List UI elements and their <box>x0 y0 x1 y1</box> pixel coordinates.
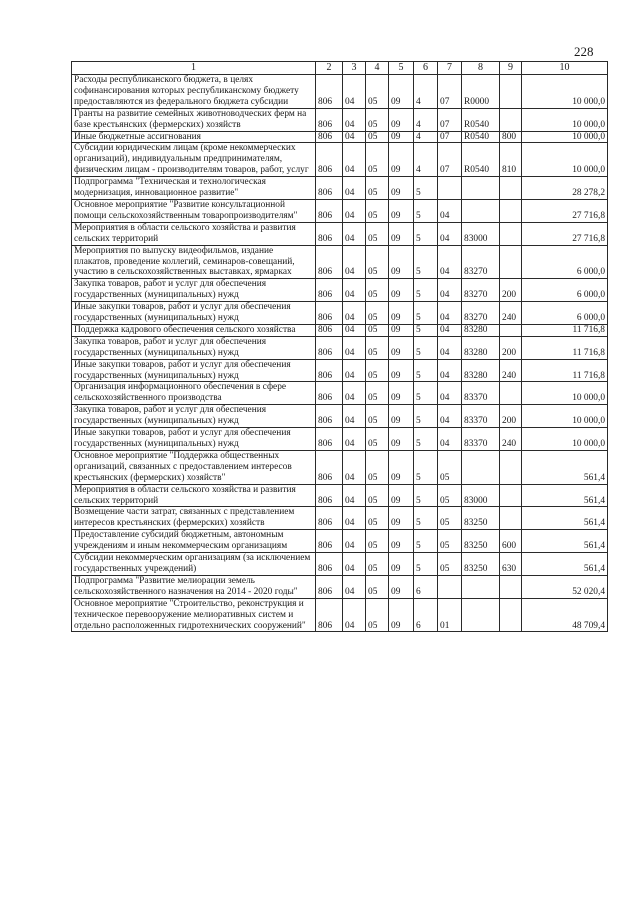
amount-cell: 11 716,8 <box>522 336 608 359</box>
code-cell: 4 <box>414 75 438 109</box>
code-cell: 806 <box>316 450 343 484</box>
code-cell: 04 <box>438 279 462 302</box>
code-cell: 240 <box>500 302 522 325</box>
amount-cell: 561,4 <box>522 484 608 507</box>
code-cell <box>500 222 522 245</box>
table-row <box>72 75 608 109</box>
table-row <box>72 484 608 507</box>
code-cell: 04 <box>343 428 366 451</box>
name-cell: Субсидии юридическим лицам (кроме некоммерческих организаций), индивидуальным предпринимателям, физическим лицам - производителям товаров, работ, услуг <box>72 143 316 177</box>
code-cell: 806 <box>316 75 343 109</box>
code-cell: 83000 <box>462 222 500 245</box>
code-cell: 04 <box>343 382 366 405</box>
code-cell: 05 <box>366 279 389 302</box>
code-cell: 09 <box>389 530 414 553</box>
code-cell: 83000 <box>462 484 500 507</box>
code-cell: 5 <box>414 428 438 451</box>
amount-cell: 11 716,8 <box>522 324 608 336</box>
code-cell <box>462 575 500 598</box>
table-row <box>72 143 608 177</box>
code-cell: 806 <box>316 324 343 336</box>
code-cell: 05 <box>366 359 389 382</box>
name-cell: Подпрограмма "Техническая и технологическая модернизация, инновационное развитие" <box>72 177 316 200</box>
code-cell: 83370 <box>462 428 500 451</box>
amount-cell: 27 716,8 <box>522 199 608 222</box>
code-cell: 04 <box>438 405 462 428</box>
name-cell: Иные закупки товаров, работ и услуг для обеспечения государственных (муниципальных) нужд <box>72 359 316 382</box>
code-cell: 09 <box>389 484 414 507</box>
code-cell <box>500 245 522 279</box>
code-cell <box>500 75 522 109</box>
name-cell: Мероприятия в области сельского хозяйства и развития сельских территорий <box>72 484 316 507</box>
code-cell: 05 <box>438 507 462 530</box>
table-row <box>72 405 608 428</box>
code-cell: 05 <box>366 108 389 131</box>
table-row <box>72 222 608 245</box>
name-cell: Мероприятия в области сельского хозяйства и развития сельских территорий <box>72 222 316 245</box>
code-cell: 5 <box>414 359 438 382</box>
name-cell: Основное мероприятие "Строительство, реконструкция и техническое перевооружение мелиоративных систем и отдельно расположенных гидротехнических сооружений" <box>72 598 316 632</box>
amount-cell: 10 000,0 <box>522 382 608 405</box>
table-row <box>72 598 608 632</box>
code-cell: 05 <box>366 450 389 484</box>
code-cell <box>500 199 522 222</box>
code-cell: 05 <box>366 222 389 245</box>
code-cell: 5 <box>414 302 438 325</box>
amount-cell: 6 000,0 <box>522 279 608 302</box>
code-cell: 806 <box>316 108 343 131</box>
code-cell: 09 <box>389 279 414 302</box>
code-cell: 05 <box>366 575 389 598</box>
code-cell: 09 <box>389 222 414 245</box>
code-cell: 05 <box>366 245 389 279</box>
amount-cell: 28 278,2 <box>522 177 608 200</box>
code-cell: 04 <box>343 302 366 325</box>
code-cell: 09 <box>389 336 414 359</box>
code-cell: 05 <box>366 405 389 428</box>
code-cell: 09 <box>389 75 414 109</box>
table-row <box>72 302 608 325</box>
column-header: 2 <box>316 62 343 75</box>
code-cell: 04 <box>343 131 366 143</box>
code-cell: 806 <box>316 553 343 576</box>
code-cell: 04 <box>438 245 462 279</box>
code-cell: 05 <box>438 484 462 507</box>
name-cell: Организация информационного обеспечения в сфере сельскохозяйственного производства <box>72 382 316 405</box>
code-cell: 04 <box>343 143 366 177</box>
code-cell: 05 <box>366 598 389 632</box>
name-cell: Основное мероприятие "Развитие консультационной помощи сельскохозяйственным товаропроизводителям" <box>72 199 316 222</box>
amount-cell: 561,4 <box>522 450 608 484</box>
table-row <box>72 279 608 302</box>
code-cell: 07 <box>438 75 462 109</box>
code-cell: 806 <box>316 575 343 598</box>
code-cell <box>500 177 522 200</box>
header-row <box>72 62 608 75</box>
code-cell: 83250 <box>462 507 500 530</box>
code-cell: 07 <box>438 131 462 143</box>
code-cell: 200 <box>500 279 522 302</box>
code-cell: 05 <box>366 143 389 177</box>
table-row <box>72 450 608 484</box>
code-cell: 5 <box>414 324 438 336</box>
code-cell: 806 <box>316 405 343 428</box>
code-cell: 5 <box>414 245 438 279</box>
amount-cell: 6 000,0 <box>522 302 608 325</box>
page-number: 228 <box>574 44 594 59</box>
table-row <box>72 553 608 576</box>
code-cell: 05 <box>366 553 389 576</box>
code-cell: 04 <box>343 108 366 131</box>
code-cell <box>500 324 522 336</box>
amount-cell: 10 000,0 <box>522 75 608 109</box>
code-cell <box>500 598 522 632</box>
code-cell: 05 <box>366 324 389 336</box>
amount-cell: 11 716,8 <box>522 359 608 382</box>
code-cell: 09 <box>389 382 414 405</box>
table-row <box>72 428 608 451</box>
amount-cell: 10 000,0 <box>522 108 608 131</box>
amount-cell: 6 000,0 <box>522 245 608 279</box>
code-cell: 05 <box>366 177 389 200</box>
code-cell: 806 <box>316 302 343 325</box>
table-row <box>72 199 608 222</box>
code-cell: 200 <box>500 336 522 359</box>
code-cell: 806 <box>316 199 343 222</box>
code-cell: 83370 <box>462 405 500 428</box>
code-cell: 806 <box>316 336 343 359</box>
code-cell: 806 <box>316 382 343 405</box>
code-cell: 806 <box>316 131 343 143</box>
code-cell: 5 <box>414 279 438 302</box>
code-cell: 04 <box>438 199 462 222</box>
code-cell: R0540 <box>462 143 500 177</box>
code-cell: R0540 <box>462 108 500 131</box>
table-row <box>72 382 608 405</box>
code-cell: 09 <box>389 177 414 200</box>
code-cell: 01 <box>438 598 462 632</box>
code-cell: 04 <box>343 222 366 245</box>
code-cell: 5 <box>414 222 438 245</box>
code-cell: 05 <box>366 131 389 143</box>
name-cell: Закупка товаров, работ и услуг для обеспечения государственных (муниципальных) нужд <box>72 405 316 428</box>
code-cell: 09 <box>389 324 414 336</box>
code-cell: 6 <box>414 598 438 632</box>
amount-cell: 10 000,0 <box>522 428 608 451</box>
code-cell: 05 <box>366 382 389 405</box>
table-body <box>72 75 608 632</box>
name-cell: Закупка товаров, работ и услуг для обеспечения государственных (муниципальных) нужд <box>72 336 316 359</box>
code-cell: 04 <box>343 450 366 484</box>
code-cell <box>438 575 462 598</box>
name-cell: Иные закупки товаров, работ и услуг для обеспечения государственных (муниципальных) нужд <box>72 428 316 451</box>
code-cell: 806 <box>316 530 343 553</box>
code-cell: 04 <box>343 484 366 507</box>
code-cell: 83280 <box>462 359 500 382</box>
code-cell: 04 <box>438 222 462 245</box>
code-cell: 806 <box>316 143 343 177</box>
code-cell: 05 <box>366 336 389 359</box>
code-cell: 04 <box>438 382 462 405</box>
code-cell: 04 <box>343 575 366 598</box>
code-cell: 05 <box>438 553 462 576</box>
code-cell: 04 <box>343 530 366 553</box>
code-cell: 5 <box>414 336 438 359</box>
code-cell <box>462 450 500 484</box>
code-cell: 05 <box>438 530 462 553</box>
name-cell: Закупка товаров, работ и услуг для обеспечения государственных (муниципальных) нужд <box>72 279 316 302</box>
code-cell: 04 <box>343 405 366 428</box>
amount-cell: 561,4 <box>522 507 608 530</box>
code-cell: 09 <box>389 553 414 576</box>
column-header: 7 <box>438 62 462 75</box>
code-cell: 05 <box>366 302 389 325</box>
code-cell: 09 <box>389 143 414 177</box>
name-cell: Гранты на развитие семейных животноводческих ферм на базе крестьянских (фермерских) хозяйств <box>72 108 316 131</box>
code-cell: 09 <box>389 131 414 143</box>
code-cell: 09 <box>389 199 414 222</box>
code-cell: 04 <box>343 507 366 530</box>
code-cell: 04 <box>343 336 366 359</box>
column-header: 3 <box>343 62 366 75</box>
code-cell: 05 <box>366 484 389 507</box>
code-cell: 83270 <box>462 245 500 279</box>
code-cell: 09 <box>389 428 414 451</box>
code-cell: 83250 <box>462 530 500 553</box>
code-cell <box>500 484 522 507</box>
column-header: 9 <box>500 62 522 75</box>
code-cell: 806 <box>316 484 343 507</box>
table-row <box>72 324 608 336</box>
code-cell: 09 <box>389 598 414 632</box>
code-cell: 5 <box>414 450 438 484</box>
code-cell: 4 <box>414 131 438 143</box>
code-cell: R0000 <box>462 75 500 109</box>
column-header: 5 <box>389 62 414 75</box>
code-cell: 83370 <box>462 382 500 405</box>
code-cell: 04 <box>343 553 366 576</box>
code-cell: 800 <box>500 131 522 143</box>
code-cell: 83270 <box>462 279 500 302</box>
code-cell: 5 <box>414 405 438 428</box>
code-cell <box>500 382 522 405</box>
code-cell: 5 <box>414 382 438 405</box>
code-cell: 806 <box>316 428 343 451</box>
code-cell: 6 <box>414 575 438 598</box>
code-cell: 4 <box>414 143 438 177</box>
amount-cell: 561,4 <box>522 553 608 576</box>
table-row <box>72 359 608 382</box>
code-cell: 810 <box>500 143 522 177</box>
table-row <box>72 507 608 530</box>
column-header: 4 <box>366 62 389 75</box>
amount-cell: 561,4 <box>522 530 608 553</box>
code-cell: 07 <box>438 143 462 177</box>
code-cell: 83280 <box>462 336 500 359</box>
code-cell: 240 <box>500 359 522 382</box>
code-cell: 200 <box>500 405 522 428</box>
code-cell: 04 <box>438 302 462 325</box>
code-cell <box>500 507 522 530</box>
code-cell: 806 <box>316 359 343 382</box>
code-cell: 5 <box>414 507 438 530</box>
code-cell: 04 <box>343 324 366 336</box>
code-cell: 630 <box>500 553 522 576</box>
code-cell: 5 <box>414 177 438 200</box>
code-cell: 83250 <box>462 553 500 576</box>
code-cell <box>500 575 522 598</box>
code-cell: 600 <box>500 530 522 553</box>
code-cell: 05 <box>366 507 389 530</box>
column-header: 1 <box>72 62 316 75</box>
code-cell: 04 <box>343 245 366 279</box>
code-cell: 09 <box>389 575 414 598</box>
budget-table <box>71 61 608 632</box>
code-cell: 04 <box>438 324 462 336</box>
code-cell: 5 <box>414 199 438 222</box>
code-cell: 05 <box>438 450 462 484</box>
table-row <box>72 177 608 200</box>
code-cell: 07 <box>438 108 462 131</box>
name-cell: Мероприятия по выпуску видеофильмов, издание плакатов, проведение коллегий, семинаров-совещаний, участию в сельскохозяйственных выставках, ярмарках <box>72 245 316 279</box>
code-cell: 806 <box>316 507 343 530</box>
code-cell: 04 <box>343 75 366 109</box>
code-cell <box>462 598 500 632</box>
code-cell <box>438 177 462 200</box>
code-cell: 05 <box>366 428 389 451</box>
table-row <box>72 131 608 143</box>
amount-cell: 10 000,0 <box>522 143 608 177</box>
name-cell: Иные закупки товаров, работ и услуг для обеспечения государственных (муниципальных) нужд <box>72 302 316 325</box>
code-cell: 04 <box>343 359 366 382</box>
amount-cell: 27 716,8 <box>522 222 608 245</box>
amount-cell: 52 020,4 <box>522 575 608 598</box>
code-cell: 806 <box>316 279 343 302</box>
code-cell: 806 <box>316 598 343 632</box>
code-cell: 09 <box>389 245 414 279</box>
code-cell: 09 <box>389 108 414 131</box>
code-cell: 04 <box>438 336 462 359</box>
name-cell: Поддержка кадрового обеспечения сельского хозяйства <box>72 324 316 336</box>
code-cell: 04 <box>343 279 366 302</box>
table-row <box>72 575 608 598</box>
code-cell: 806 <box>316 222 343 245</box>
code-cell: 04 <box>438 428 462 451</box>
code-cell: 04 <box>343 177 366 200</box>
code-cell: 05 <box>366 75 389 109</box>
code-cell <box>462 199 500 222</box>
amount-cell: 10 000,0 <box>522 131 608 143</box>
code-cell: 240 <box>500 428 522 451</box>
name-cell: Основное мероприятие "Поддержка общественных организаций, связанных с предоставлением интересов крестьянских (фермерских) хозяйств" <box>72 450 316 484</box>
column-header: 6 <box>414 62 438 75</box>
code-cell: R0540 <box>462 131 500 143</box>
name-cell: Возмещение части затрат, связанных с представлением интересов крестьянских (фермерских) хозяйств <box>72 507 316 530</box>
code-cell: 04 <box>343 199 366 222</box>
code-cell: 5 <box>414 553 438 576</box>
name-cell: Предоставление субсидий бюджетным, автономным учреждениям и иным некоммерческим организациям <box>72 530 316 553</box>
code-cell <box>500 108 522 131</box>
code-cell <box>462 177 500 200</box>
code-cell: 09 <box>389 450 414 484</box>
name-cell: Расходы республиканского бюджета, в целях софинансирования которых республиканскому бюджету предоставляются из федерального бюджета субсидии <box>72 75 316 109</box>
code-cell: 09 <box>389 359 414 382</box>
code-cell: 4 <box>414 108 438 131</box>
code-cell: 04 <box>343 598 366 632</box>
column-header: 8 <box>462 62 500 75</box>
code-cell: 806 <box>316 245 343 279</box>
column-header: 10 <box>522 62 608 75</box>
code-cell: 83280 <box>462 324 500 336</box>
code-cell: 5 <box>414 530 438 553</box>
code-cell <box>500 450 522 484</box>
name-cell: Подпрограмма "Развитие мелиорации земель сельскохозяйственного назначения на 2014 - 2020 годы" <box>72 575 316 598</box>
table-row <box>72 530 608 553</box>
code-cell: 09 <box>389 507 414 530</box>
code-cell: 83270 <box>462 302 500 325</box>
code-cell: 09 <box>389 405 414 428</box>
code-cell: 04 <box>438 359 462 382</box>
table-row <box>72 108 608 131</box>
code-cell: 05 <box>366 199 389 222</box>
name-cell: Иные бюджетные ассигнования <box>72 131 316 143</box>
code-cell: 09 <box>389 302 414 325</box>
code-cell: 806 <box>316 177 343 200</box>
code-cell: 5 <box>414 484 438 507</box>
amount-cell: 10 000,0 <box>522 405 608 428</box>
table-row <box>72 245 608 279</box>
name-cell: Субсидии некоммерческим организациям (за исключением государственных учреждений) <box>72 553 316 576</box>
code-cell: 05 <box>366 530 389 553</box>
table-row <box>72 336 608 359</box>
amount-cell: 48 709,4 <box>522 598 608 632</box>
